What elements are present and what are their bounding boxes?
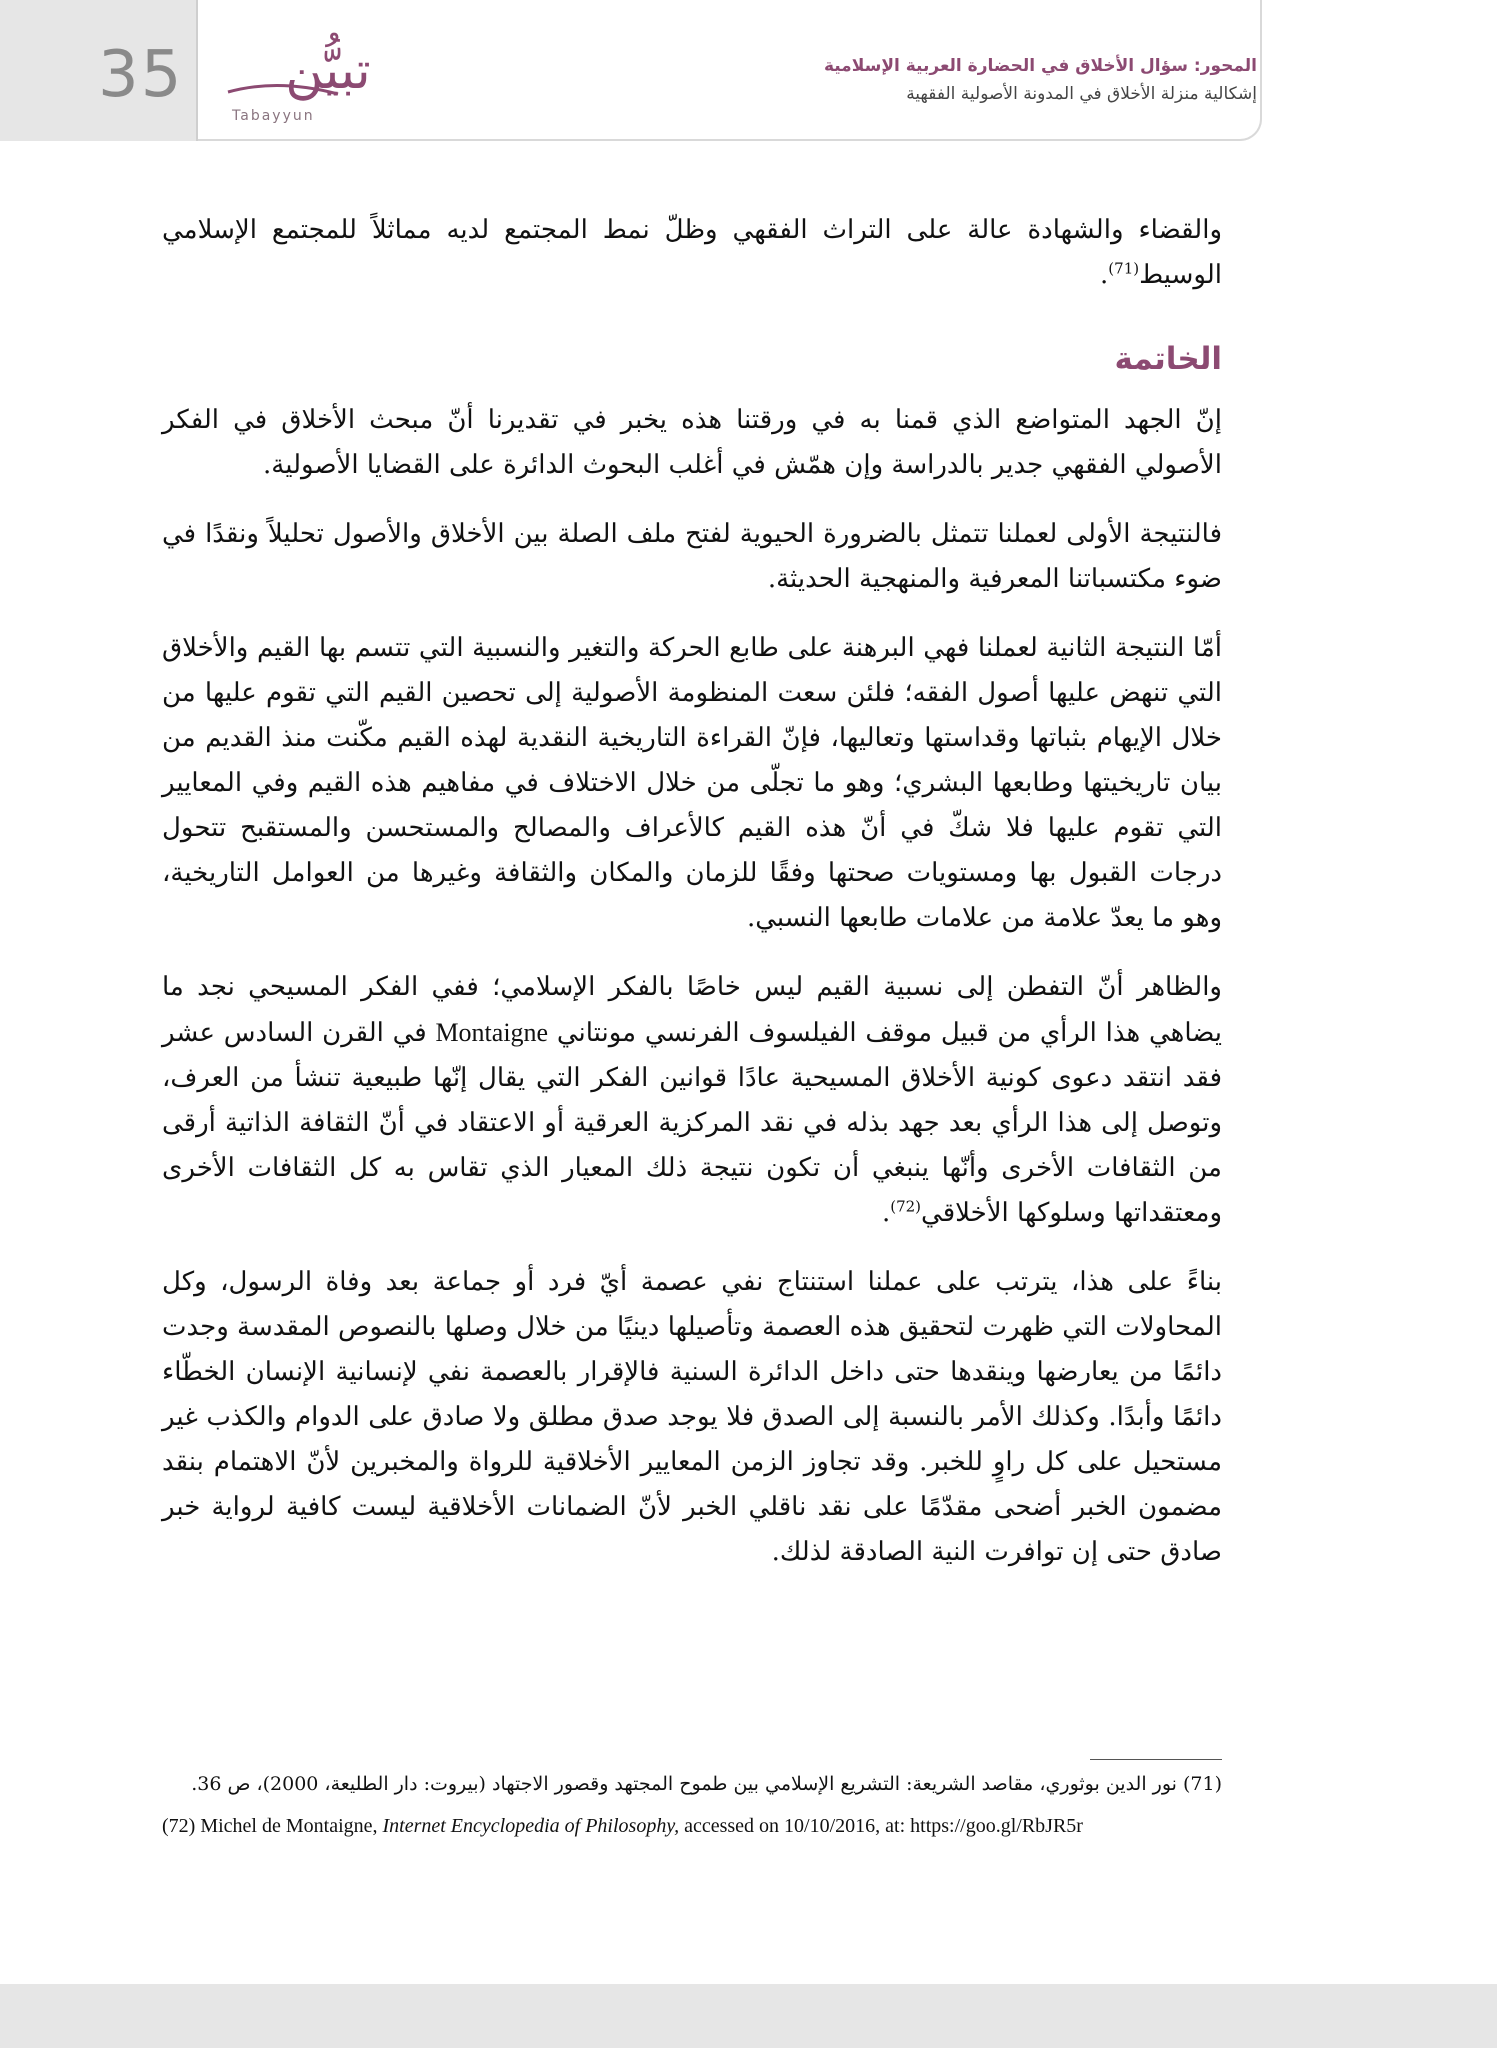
footnote-rule (1090, 1759, 1222, 1760)
footnote-text: (72) Michel de Montaigne, (162, 1815, 378, 1837)
section-title-conclusion: الخاتمة (1114, 341, 1222, 377)
running-subtitle: إشكالية منزلة الأخلاق في المدونة الأصولية الفقهية (906, 84, 1257, 104)
paragraph: إنّ الجهد المتواضع الذي قمنا به في ورقتنا هذه يخبر في تقديرنا أنّ مبحث الأخلاق في الفكر الأصولي الفقهي جدير بالدراسة وإن همّش في أغلب البحوث الدائرة على القضايا الأصولية. (162, 405, 1222, 480)
paragraph: أمّا النتيجة الثانية لعملنا فهي البرهنة على طابع الحركة والتغير والنسبية التي تتسم بها القيم والأخلاق التي تنهض عليها أصول الفقه؛ فلئن سعت المنظومة الأصولية إلى تحصين القيم التي تقوم عليها من خلال الإيهام بثباتها وقداستها وتعاليها، فإنّ القراءة التاريخية النقدية لهذه القيم مكّنت منذ القديم من بيان تاريخيتها وطابعها البشري؛ وهو ما تجلّى من خلال الاختلاف في مفاهيم هذه القيم وفي المعايير التي تقوم عليها فلا شكّ في أنّ هذه القيم كالأعراف والمصالح والمستحسن والمستقبح تتحول درجات القبول بها ومستويات صحتها وفقًا للزمان والمكان والثقافة وغيرها من العوامل التاريخية، وهو ما يعدّ علامة من علامات طابعها النسبي. (162, 633, 1222, 933)
article-body (162, 208, 1222, 1599)
running-head (824, 56, 1257, 104)
running-title: المحور: سؤال الأخلاق في الحضارة العربية الإسلامية (823, 56, 1257, 76)
logo-latin-text: Tabayyun (232, 108, 315, 124)
page-number: 35 (98, 38, 184, 112)
paragraph-text: والظاهر أنّ التفطن إلى نسبية القيم ليس خاصًا بالفكر الإسلامي؛ ففي الفكر المسيحي نجد ما يضاهي هذا الرأي من قبيل موقف الفيلسوف الفرنسي مونتاني (162, 972, 1223, 1048)
paragraph-continuation: والقضاء والشهادة عالة على التراث الفقهي وظلّ نمط المجتمع لديه مماثلاً للمجتمع الإسلامي الوسيط$^{(71)}$. (162, 215, 1222, 290)
paragraph: بناءً على هذا، يترتب على عملنا استنتاج نفي عصمة أيّ فرد أو جماعة بعد وفاة الرسول، وكل المحاولات التي ظهرت لتحقيق هذه العصمة وتأصيلها دينيًا من خلال وصلها بالنصوص المقدسة وجدت دائمًا من يعارضها وينقدها حتى داخل الدائرة السنية فالإقرار بالعصمة نفي لإنسانية الإنسان الخطّاء دائمًا وأبدًا. وكذلك الأمر بالنسبة إلى الصدق فلا يوجد صدق مطلق ولا صادق على الدوام والكذب غير مستحيل على كل راوٍ للخبر. وقد تجاوز الزمن المعايير الأخلاقية للرواة والمخبرين لأنّ الاهتمام بنقد مضمون الخبر أضحى مقدّمًا على نقد ناقلي الخبر لأنّ الضمانات الأخلاقية ليست كافية لرواية خبر صادق حتى إن توافرت النية الصادقة لذلك. (162, 1267, 1222, 1567)
footnotes (162, 1768, 1222, 1842)
paragraph: فالنتيجة الأولى لعملنا تتمثل بالضرورة الحيوية لفتح ملف الصلة بين الأخلاق والأصول تحليلاً ونقدًا في ضوء مكتسباتنا المعرفية والمنهجية الحديثة. (162, 519, 1222, 594)
footer-band (0, 1984, 1497, 2048)
footnote-ref-71[interactable]: (71) (1108, 259, 1140, 278)
header-divider (196, 0, 198, 141)
footnote-link[interactable]: accessed on 10/10/2016, at: https://goo.gl/RbJR5r (684, 1815, 1083, 1837)
paragraph-montaigne: والظاهر أنّ التفطن إلى نسبية القيم ليس خاصًا بالفكر الإسلامي؛ ففي الفكر المسيحي نجد ما يضاهي هذا الرأي من قبيل موقف الفيلسوف الفرنسي مونتاني Montaigne في القرن السادس عشر فقد انتقد دعوى كونية الأخلاق المسيحية عادًا قوانين الفكر التي يقال إنّها طبيعية تنشأ من العرف، وتوصل إلى هذا الرأي بعد جهد بذله في نقد المركزية العرقية أو الاعتقاد في أنّ الثقافة الذاتية أرقى من الثقافات الأخرى وأنّها ينبغي أن تكون نتيجة ذلك المعيار الذي تقاس به كل الثقافات الأخرى ومعتقداتها وسلوكها الأخلاقي$^{(72)}$. (162, 972, 1223, 1228)
logo-arabic-text: تبيُّن (285, 41, 371, 101)
paragraph-text: والقضاء والشهادة عالة على التراث الفقهي وظلّ نمط المجتمع لديه مماثلاً للمجتمع الإسلامي الوسيط (162, 215, 1222, 290)
footnote-72 (162, 1810, 1222, 1842)
latin-term: Montaigne (435, 1018, 549, 1047)
paragraph-text: في القرن السادس عشر فقد انتقد دعوى كونية الأخلاق المسيحية عادًا قوانين الفكر التي يقال إنّها طبيعية تنشأ من العرف، وتوصل إلى هذا الرأي بعد جهد بذله في نقد المركزية العرقية أو الاعتقاد في أنّ الثقافة الذاتية أرقى من الثقافات الأخرى وأنّها ينبغي أن تكون نتيجة ذلك المعيار الذي تقاس به كل الثقافات الأخرى ومعتقداتها وسلوكها الأخلاقي (162, 1018, 1222, 1228)
footnote-71: (71) نور الدين بوثوري، مقاصد الشريعة: التشريع الإسلامي بين طموح المجتهد وقصور الاجتهاد (بيروت: دار الطليعة، 2000)، ص 36. (191, 1773, 1222, 1795)
footnote-source-title: Internet Encyclopedia of Philosophy, (382, 1815, 680, 1837)
footnote-ref-72[interactable]: (72) (890, 1197, 922, 1216)
